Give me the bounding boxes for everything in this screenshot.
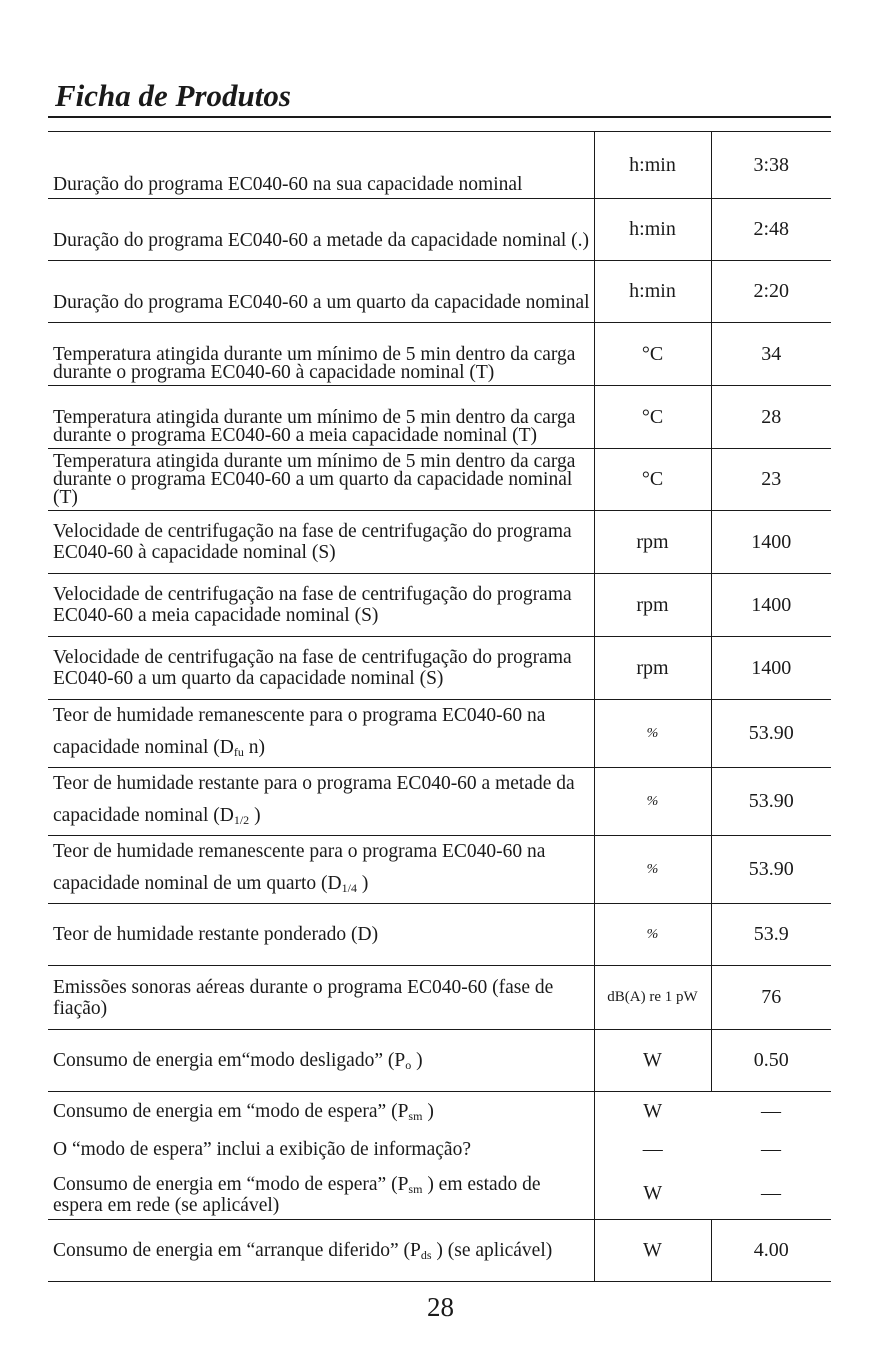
row-value: — (761, 1181, 781, 1204)
row-description: Duração do programa EC040-60 a metade da capacidade nominal (.) (53, 230, 590, 251)
product-sheet-table-container (48, 131, 831, 1282)
description-text: ) (356, 873, 369, 894)
page-title: Ficha de Produtos (55, 78, 291, 113)
table-row (48, 511, 831, 574)
subscript: ds (420, 1248, 432, 1262)
description-text: ) (se aplicável) (431, 1240, 553, 1261)
row-unit: % (594, 768, 711, 836)
row-value: 53.90 (711, 768, 831, 836)
description-text: Consumo de energia em “modo de espera” (P (53, 1101, 409, 1123)
row-unit: °C (594, 449, 711, 511)
row-description: Duração do programa EC040-60 a um quarto da capacidade nominal (53, 292, 590, 313)
row-value: — (761, 1138, 781, 1160)
row-description (48, 836, 594, 904)
subscript: fu (233, 745, 244, 759)
row-description: Temperatura atingida durante um mínimo de 5 min dentro da carga durante o programa EC040-60 a um quarto da capacidade nominal (T) (53, 451, 576, 508)
description-text: Teor de humidade remanescente para o programa EC040-60 na capacidade nominal (D (53, 705, 546, 758)
row-unit: h:min (594, 261, 711, 323)
description-text: ) (411, 1050, 423, 1071)
description-text: ) em estado de espera em rede (se aplicável) (53, 1174, 541, 1216)
row-unit: h:min (594, 199, 711, 261)
row-description: Velocidade de centrifugação na fase de centrifugação do programa EC040-60 à capacidade nominal (S) (53, 521, 572, 563)
row-unit: °C (594, 386, 711, 449)
subscript: o (405, 1058, 412, 1072)
row-unit: — (594, 1132, 711, 1168)
page-number: 28 (427, 1292, 454, 1322)
row-unit: rpm (594, 574, 711, 637)
row-value: 1400 (711, 511, 831, 574)
row-value: 76 (711, 966, 831, 1030)
row-value: 28 (711, 386, 831, 449)
description-text: Consumo de energia em“modo desligado” (P (53, 1050, 406, 1071)
row-unit: °C (594, 323, 711, 386)
row-description (48, 1030, 594, 1092)
row-unit: W (594, 1220, 711, 1282)
row-unit: h:min (594, 132, 711, 199)
description-text: Teor de humidade restante para o programa EC040-60 a metade da capacidade nominal (D (53, 773, 575, 826)
description-text: Consumo de energia em “modo de espera” (P (53, 1174, 409, 1195)
row-description: Velocidade de centrifugação na fase de centrifugação do programa EC040-60 a um quarto da capacidade nominal (S) (53, 647, 572, 689)
row-description (48, 1168, 594, 1220)
description-text: n) (243, 737, 265, 758)
row-unit: % (594, 836, 711, 904)
table-row (48, 449, 831, 511)
row-description (48, 1220, 594, 1282)
subscript: sm (408, 1109, 423, 1124)
description-text: ) (249, 805, 261, 826)
row-description: Velocidade de centrifugação na fase de centrifugação do programa EC040-60 a meia capacidade nominal (S) (53, 584, 572, 626)
table-row (48, 836, 831, 904)
subscript: sm (408, 1182, 423, 1196)
product-sheet-table (48, 131, 831, 1282)
row-unit: dB(A) re 1 pW (594, 966, 711, 1030)
row-value: 2:20 (711, 261, 831, 323)
table-row (48, 323, 831, 386)
description-text: ) (422, 1101, 434, 1123)
row-value: 2:48 (711, 199, 831, 261)
row-unit: W (594, 1168, 711, 1220)
table-row (48, 199, 831, 261)
row-value: 53.9 (711, 904, 831, 966)
table-row (48, 574, 831, 637)
row-unit: rpm (594, 637, 711, 700)
table-row (48, 768, 831, 836)
row-unit: rpm (594, 511, 711, 574)
row-unit: W (594, 1092, 711, 1132)
table-row (48, 261, 831, 323)
table-row (48, 637, 831, 700)
table-row (48, 904, 831, 966)
row-description: Teor de humidade restante ponderado (D) (53, 924, 379, 945)
row-value: 1400 (711, 574, 831, 637)
row-value: 34 (711, 323, 831, 386)
description-text: Consumo de energia em “arranque diferido” (P (53, 1240, 421, 1261)
row-description: Temperatura atingida durante um mínimo de 5 min dentro da carga durante o programa EC040-60 à capacidade nominal (T) (53, 344, 576, 383)
table-row (48, 1092, 831, 1132)
row-unit: % (594, 700, 711, 768)
row-description (48, 700, 594, 768)
title-divider (48, 116, 831, 118)
table-row (48, 966, 831, 1030)
subscript: 1/4 (341, 881, 357, 895)
row-value: 1400 (711, 637, 831, 700)
row-description (48, 1092, 594, 1132)
row-value: 23 (711, 449, 831, 511)
row-description: O “modo de espera” inclui a exibição de informação? (53, 1139, 471, 1160)
table-row (48, 1220, 831, 1282)
table-row (48, 1132, 831, 1168)
row-value: 4.00 (711, 1220, 831, 1282)
table-row (48, 386, 831, 449)
row-value: 53.90 (711, 700, 831, 768)
table-row (48, 132, 831, 199)
row-unit: % (594, 904, 711, 966)
row-description: Temperatura atingida durante um mínimo de 5 min dentro da carga durante o programa EC040-60 a meia capacidade nominal (T) (53, 407, 576, 446)
row-description: Duração do programa EC040-60 na sua capacidade nominal (53, 174, 523, 195)
row-description: Emissões sonoras aéreas durante o programa EC040-60 (fase de fiação) (53, 976, 554, 1019)
table-row (48, 700, 831, 768)
row-value: — (761, 1100, 781, 1123)
row-value: 0.50 (711, 1030, 831, 1092)
row-unit: W (594, 1030, 711, 1092)
table-row (48, 1030, 831, 1092)
subscript: 1/2 (233, 813, 250, 827)
description-text: Teor de humidade remanescente para o programa EC040-60 na capacidade nominal de um quarto (D (53, 841, 546, 894)
table-row (48, 1168, 831, 1220)
row-value: 53.90 (711, 836, 831, 904)
row-value: 3:38 (711, 132, 831, 199)
row-description (48, 768, 594, 836)
